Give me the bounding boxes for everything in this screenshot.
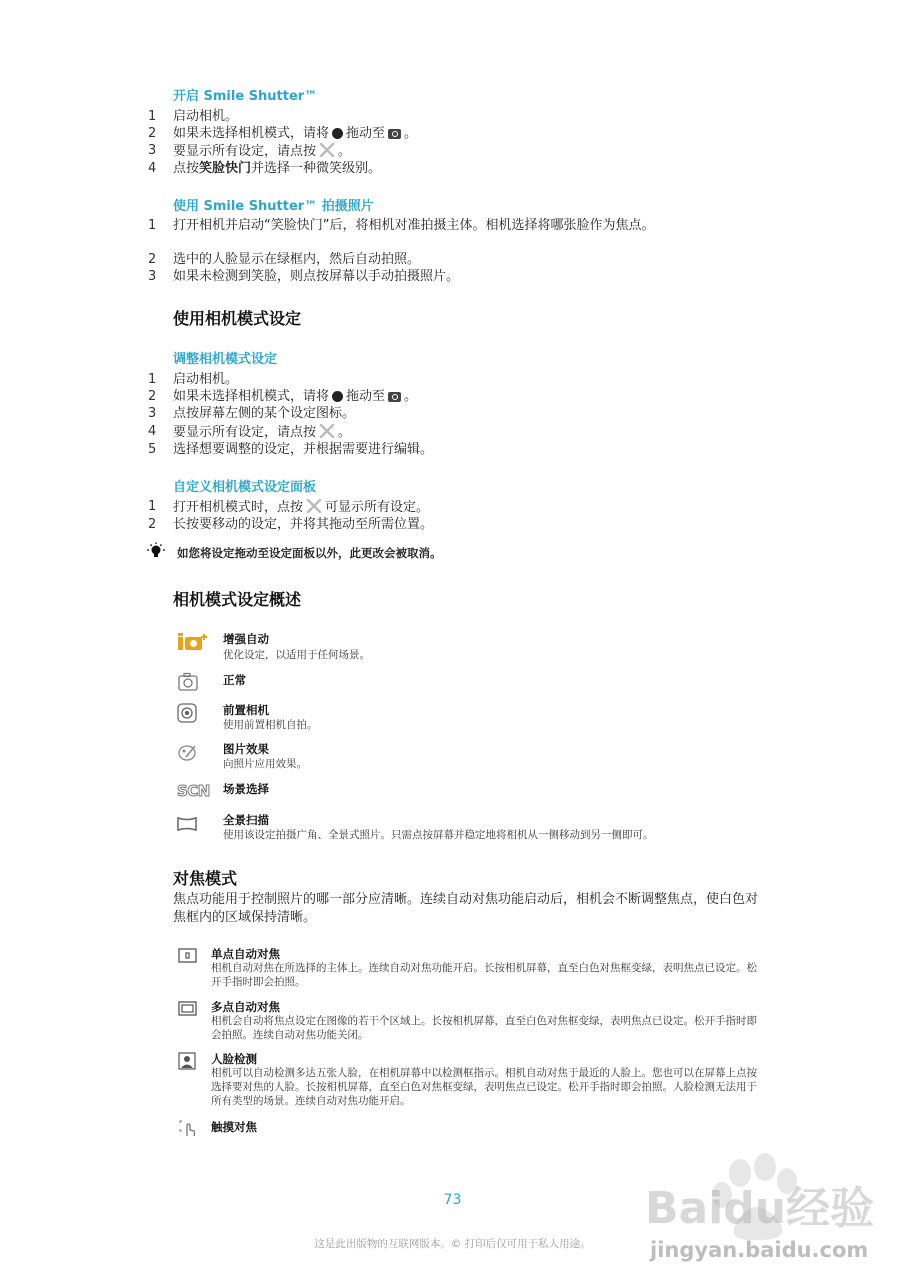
subheading-adjust-settings: 调整相机模式设定 xyxy=(173,352,278,367)
watermark-url: jingyan.baidu.com xyxy=(650,1238,869,1262)
tip-lightbulb-icon xyxy=(146,542,166,560)
footer-notice: 这是此出版物的互联网版本。© 打印后仅可用于私人用途。 xyxy=(314,1238,591,1250)
picture-effect-icon xyxy=(177,742,207,762)
mode-dot-icon xyxy=(332,391,343,402)
multi-af-icon xyxy=(178,1001,198,1017)
focus-mode-desc: 相机可以自动检测多达五张人脸，在相机屏幕中以检测框指示。相机自动对焦于最近的人脸上。您也可以在屏幕上点按选择要对焦的人脸。长按相机屏幕，直至白色对焦框变绿，表明焦点已设定。松开手指时即会拍照。人脸检测无法用于所有类型的场景。连续自动对焦功能开启。 xyxy=(211,1067,757,1107)
heading-camera-mode-settings: 使用相机模式设定 xyxy=(173,309,302,328)
mode-title: 场景选择 xyxy=(223,782,269,796)
heading-focus-mode: 对焦模式 xyxy=(173,869,238,888)
focus-mode-title: 单点自动对焦 xyxy=(211,947,280,961)
focus-mode-title: 多点自动对焦 xyxy=(211,1000,280,1014)
focus-mode-desc: 相机会自动将焦点设定在图像的若干个区域上。长按相机屏幕，直至白色对焦框变绿，表明焦点已设定。松开手指时即会拍照。连续自动对焦功能关闭。 xyxy=(211,1015,757,1041)
focus-mode-title: 人脸检测 xyxy=(211,1052,257,1066)
camera-icon xyxy=(388,392,401,402)
focus-mode-desc: 相机自动对焦在所选择的主体上。连续自动对焦功能开启。长按相机屏幕，直至白色对焦框变绿，表明焦点已设定。松开手指时即会拍照。 xyxy=(211,962,757,988)
mode-title: 全景扫描 xyxy=(223,813,269,827)
watermark-brand: Baidu经验 xyxy=(645,1183,875,1234)
subheading-customize-panel: 自定义相机模式设定面板 xyxy=(173,480,317,495)
mode-desc: 优化设定，以适用于任何场景。 xyxy=(223,649,370,661)
mode-dot-icon xyxy=(332,128,343,139)
heading-mode-overview: 相机模式设定概述 xyxy=(173,590,302,609)
superior-auto-icon xyxy=(177,632,207,652)
mode-desc: 使用前置相机自拍。 xyxy=(223,719,318,731)
settings-tools-icon xyxy=(306,499,322,513)
panorama-icon xyxy=(177,814,207,834)
subheading-enable-smile-shutter: 开启 Smile Shutter™ xyxy=(173,89,318,104)
camera-normal-icon xyxy=(177,672,207,692)
mode-desc: 使用该设定拍摄广角、全景式照片。只需点按屏幕并稳定地将相机从一侧移动到另一侧即可。 xyxy=(223,829,654,841)
settings-tools-icon xyxy=(319,424,335,438)
mode-desc: 向照片应用效果。 xyxy=(223,758,307,770)
focus-mode-title: 触摸对焦 xyxy=(211,1120,257,1134)
mode-title: 正常 xyxy=(223,673,246,687)
subheading-use-smile-shutter: 使用 Smile Shutter™ 拍摄照片 xyxy=(173,199,374,214)
mode-title: 增强自动 xyxy=(223,632,269,646)
focus-intro: 焦点功能用于控制照片的哪一部分应清晰。连续自动对焦功能启动后，相机会不断调整焦点，使白色对焦框内的区域保持清晰。 xyxy=(173,892,759,925)
face-detection-icon xyxy=(178,1052,198,1070)
mode-title: 前置相机 xyxy=(223,703,269,717)
settings-tools-icon xyxy=(319,143,335,157)
page-number: 73 xyxy=(443,1192,462,1208)
camera-icon xyxy=(388,129,401,139)
single-af-icon xyxy=(178,948,198,964)
touch-focus-icon xyxy=(178,1120,198,1138)
mode-title: 图片效果 xyxy=(223,742,269,756)
scn-icon: SCN xyxy=(177,782,210,800)
front-camera-icon xyxy=(177,703,207,723)
tip-text: 如您将设定拖动至设定面板以外，此更改会被取消。 xyxy=(177,546,442,560)
